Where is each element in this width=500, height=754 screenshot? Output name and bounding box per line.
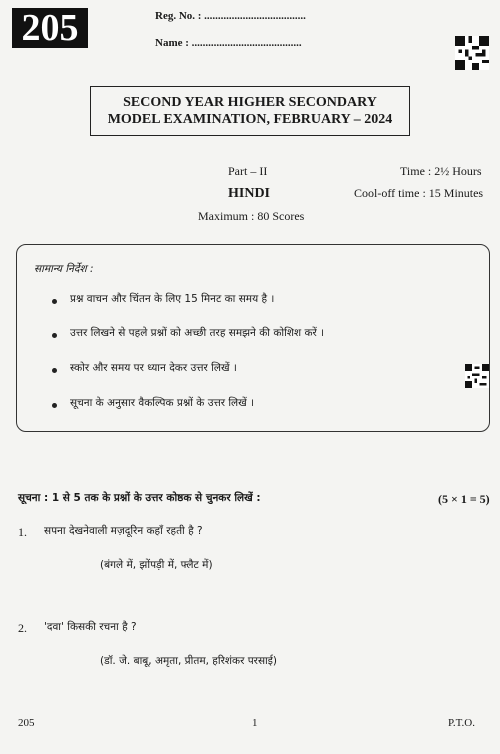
page-number: 1 bbox=[252, 717, 258, 729]
time-label: Time : 2½ Hours bbox=[400, 164, 482, 178]
qr-code-icon bbox=[465, 364, 489, 388]
question-number: 1. bbox=[18, 525, 27, 539]
question-options: (डॉ. जे. बाबू, अमृता, प्रीतम, हरिशंकर परसाई) bbox=[100, 655, 278, 667]
qr-code-icon bbox=[455, 36, 489, 70]
reg-no-line: Reg. No. : ..................................... bbox=[155, 10, 306, 22]
bullet-icon bbox=[52, 299, 57, 304]
section-marks: (5 × 1 = 5) bbox=[438, 492, 490, 506]
subject-label: HINDI bbox=[228, 186, 271, 201]
exam-title-line1: SECOND YEAR HIGHER SECONDARY bbox=[123, 95, 377, 110]
section-note: सूचना : 1 से 5 तक के प्रश्नों के उत्तर कोष्ठक से चुनकर लिखें : bbox=[18, 492, 261, 504]
maximum-scores: Maximum : 80 Scores bbox=[198, 209, 305, 223]
name-line: Name : ........................................ bbox=[155, 37, 302, 49]
instructions-heading: सामान्य निर्देश : bbox=[34, 263, 94, 275]
question-options: (बंगले में, झोंपड़ी में, फ्लैट में) bbox=[100, 559, 213, 571]
footer-code: 205 bbox=[18, 717, 35, 729]
instruction-item: सूचना के अनुसार वैकल्पिक प्रश्नों के उत्तर लिखें । bbox=[70, 397, 255, 409]
exam-title-line2: MODEL EXAMINATION, FEBRUARY – 2024 bbox=[107, 112, 393, 127]
question-text: सपना देखनेवाली मज़दूरिन कहाँ रहती है ? bbox=[44, 525, 203, 537]
instruction-item: स्कोर और समय पर ध्यान देकर उत्तर लिखें । bbox=[70, 362, 237, 374]
exam-title-box bbox=[90, 86, 410, 136]
question-number: 2. bbox=[18, 621, 27, 635]
paper-code-badge: 205 bbox=[12, 8, 88, 48]
question-text: 'दवा' किसकी रचना है ? bbox=[44, 621, 137, 633]
cool-off-label: Cool-off time : 15 Minutes bbox=[354, 186, 484, 200]
bullet-icon bbox=[52, 333, 57, 338]
instruction-item: प्रश्न वाचन और चिंतन के लिए 15 मिनट का समय है । bbox=[70, 293, 275, 305]
part-label: Part – II bbox=[228, 164, 268, 178]
bullet-icon bbox=[52, 368, 57, 373]
bullet-icon bbox=[52, 403, 57, 408]
pto-label: P.T.O. bbox=[448, 717, 475, 729]
instruction-item: उत्तर लिखने से पहले प्रश्नों को अच्छी तरह समझने की कोशिश करें । bbox=[70, 327, 325, 339]
